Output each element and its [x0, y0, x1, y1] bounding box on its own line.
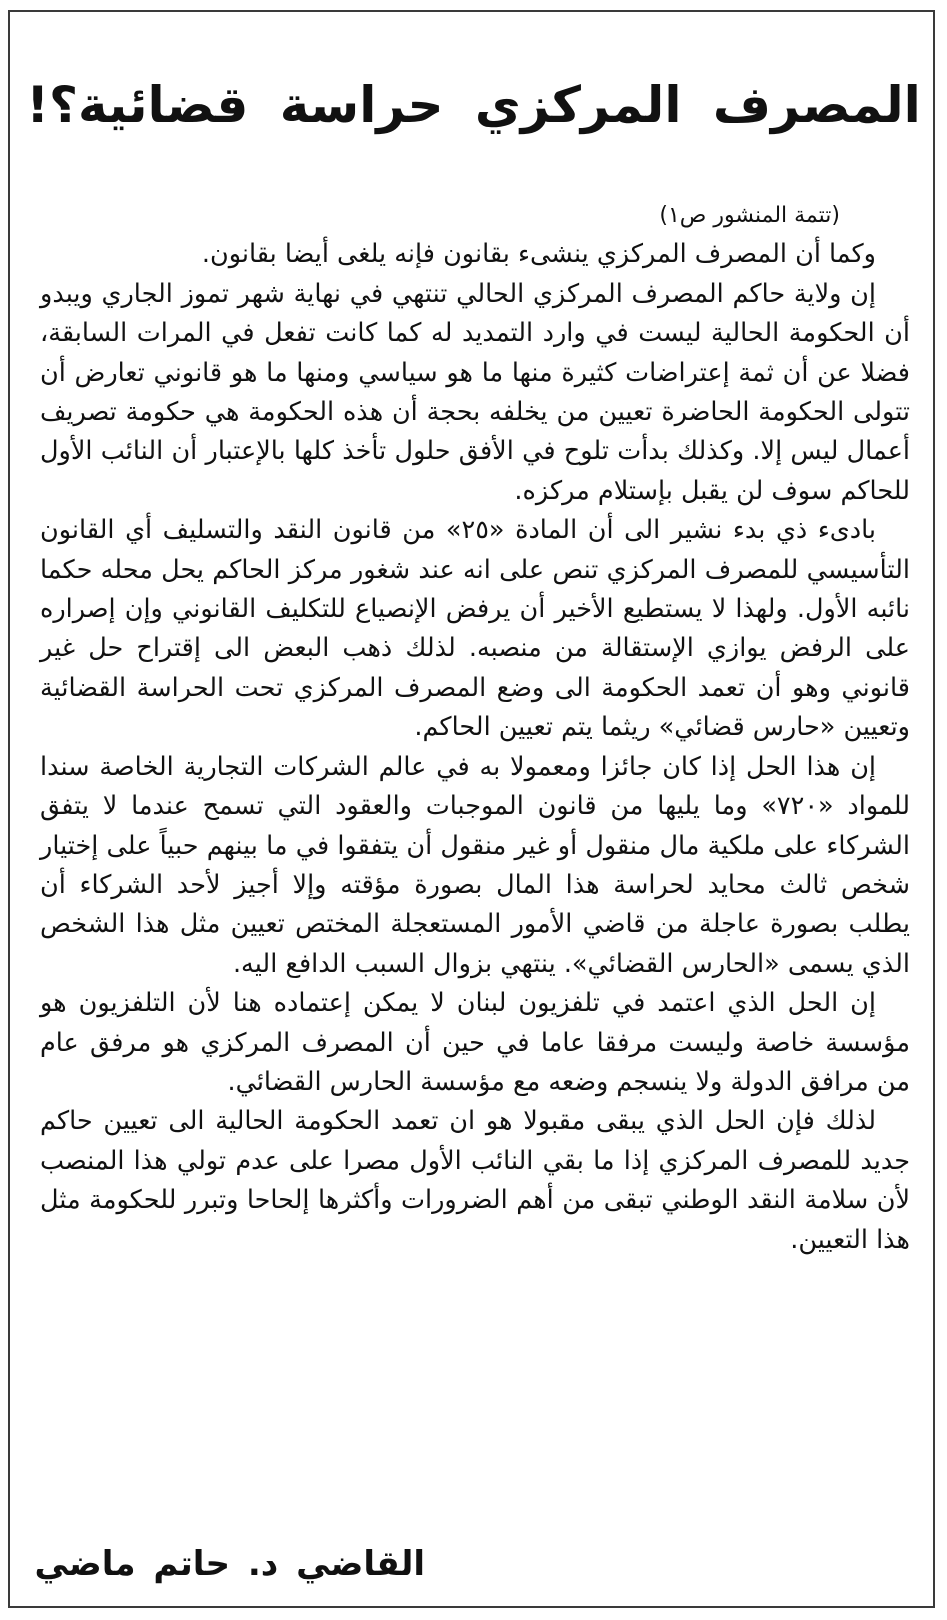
paragraph: وكما أن المصرف المركزي ينشىء بقانون فإنه يلغى أيضا بقانون. — [201, 239, 876, 270]
paragraph: إن هذا الحل إذا كان جائزا ومعمولا به في عالم الشركات التجارية الخاصة سندا للمواد «٧٢٠» وما يليها من قانون الموجبات والعقود التي تسمح عندما لا يتفق الشركاء على ملكية مال منقول أو غير منقول أن يتفقوا في ما بينهم حبياً على إختيار شخص ثالث محايد لحراسة هذا المال بصورة مؤقته وإلا أجيز لأحد الشركاء أن يطلب بصورة عاجلة من قاضي الأمور المستعجلة المختص تعيين مثل هذا الشخص الذي يسمى «الحارس القضائي». ينتهي بزوال السبب الدافع اليه. — [40, 751, 910, 979]
continuation-note: (تتمة المنشور ص١) — [659, 203, 840, 228]
paragraph: إن ولاية حاكم المصرف المركزي الحالي تنتهي في نهاية شهر تموز الجاري ويبدو أن الحكومة الحالية ليست في وارد التمديد له كما كانت تفعل في المرات السابقة، فضلا عن أن ثمة إعتراضات كثيرة منها ما هو سياسي ومنها ما هو قانوني تعارض أن تتولى الحكومة الحاضرة تعيين من يخلفه بحجة أن هذه الحكومة هي حكومة تصريف أعمال ليس إلا. وكذلك بدأت تلوح في الأفق حلول تأخذ كلها بالإعتبار أن النائب الأول للحاكم سوف لن يقبل بإستلام مركزه. — [40, 278, 910, 506]
paragraph: بادىء ذي بدء نشير الى أن المادة «٢٥» من قانون النقد والتسليف أي القانون التأسيسي للمصرف المركزي تنص على انه عند شغور مركز الحاكم يحل محله حكما نائبه الأول. ولهذا لا يستطيع الأخير أن يرفض الإنصياع للتكليف القانوني وإن إصراره على الرفض يوازي الإستقالة من منصبه. لذلك ذهب البعض الى إقتراح حل غير قانوني وهو أن تعمد الحكومة الى وضع المصرف المركزي تحت الحراسة القضائية وتعيين «حارس قضائي» ريثما يتم تعيين الحاكم. — [40, 515, 910, 743]
paragraph: إن الحل الذي اعتمد في تلفزيون لبنان لا يمكن إعتماده هنا لأن التلفزيون هو مؤسسة خاصة وليست مرفقا عاما في حين أن المصرف المركزي هو مرفق عام من مرافق الدولة ولا ينسجم وضعه مع مؤسسة الحارس القضائي. — [40, 988, 910, 1097]
article-body — [40, 196, 910, 1260]
paragraph: لذلك فإن الحل الذي يبقى مقبولا هو ان تعمد الحكومة الحالية الى تعيين حاكم جديد للمصرف المركزي إذا ما بقي النائب الأول مصرا على عدم تولي هذا المنصب لأن سلامة النقد الوطني تبقى من أهم الضرورات وأكثرها إلحاحا وتبرر للحكومة مثل هذا التعيين. — [40, 1106, 910, 1255]
author-signature: القاضي د. حاتم ماضي — [34, 1544, 425, 1584]
article-title: المصرف المركزي حراسة قضائية؟! — [26, 76, 921, 134]
